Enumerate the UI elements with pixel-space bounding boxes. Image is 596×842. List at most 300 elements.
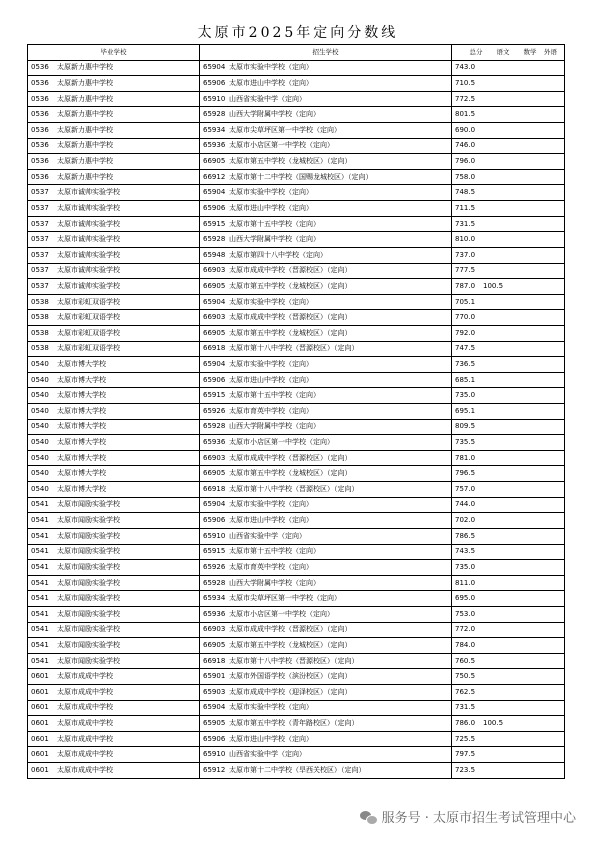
enrollment-school-cell	[200, 638, 452, 654]
table-row	[28, 404, 565, 420]
enrollment-code: 65936	[203, 438, 226, 447]
score-cell	[452, 357, 565, 373]
graduation-name: 太原新力惠中学校	[57, 63, 113, 72]
graduation-code: 0601	[31, 734, 49, 743]
table-row	[28, 123, 565, 139]
graduation-code: 0541	[31, 640, 49, 649]
score-cell	[452, 653, 565, 669]
enrollment-code: 66918	[203, 656, 226, 665]
enrollment-name: 太原市外国语学校（滨汾校区）（定向）	[229, 672, 352, 681]
graduation-code: 0536	[31, 79, 49, 88]
enrollment-name: 山西省实验中学（定向）	[229, 94, 306, 103]
enrollment-school-cell	[200, 404, 452, 420]
graduation-school-cell	[28, 731, 200, 747]
graduation-school-cell	[28, 435, 200, 451]
table-row	[28, 466, 565, 482]
enrollment-code: 65910	[203, 750, 226, 759]
score-cell	[452, 544, 565, 560]
total-score: 770.0	[455, 313, 476, 322]
graduation-code: 0541	[31, 531, 49, 540]
enrollment-school-cell	[200, 560, 452, 576]
wechat-icon	[360, 810, 378, 824]
score-cell	[452, 388, 565, 404]
graduation-name: 太原市闻励实验学校	[57, 640, 120, 649]
table-row	[28, 513, 565, 529]
enrollment-code: 65926	[203, 562, 226, 571]
enrollment-school-cell	[200, 482, 452, 498]
enrollment-name: 太原市实验中学校（定向）	[229, 188, 313, 197]
table-row	[28, 388, 565, 404]
graduation-code: 0540	[31, 359, 49, 368]
enrollment-school-cell	[200, 310, 452, 326]
total-score: 801.5	[455, 110, 476, 119]
graduation-school-cell	[28, 763, 200, 779]
score-cell	[452, 450, 565, 466]
enrollment-code: 65904	[203, 500, 226, 509]
graduation-name: 太原新力惠中学校	[57, 125, 113, 134]
enrollment-name: 太原市第十八中学校（晋源校区）（定向）	[229, 484, 359, 493]
graduation-name: 太原市闻励实验学校	[57, 578, 120, 587]
table-row	[28, 310, 565, 326]
table-row	[28, 263, 565, 279]
graduation-school-cell	[28, 123, 200, 139]
table-row	[28, 435, 565, 451]
enrollment-name: 山西大学附属中学校（定向）	[229, 422, 320, 431]
graduation-name: 太原新力惠中学校	[57, 172, 113, 181]
table-row	[28, 247, 565, 263]
score-cell	[452, 325, 565, 341]
enrollment-school-cell	[200, 731, 452, 747]
total-score: 685.1	[455, 375, 476, 384]
table-row	[28, 653, 565, 669]
graduation-code: 0601	[31, 672, 49, 681]
enrollment-code: 66903	[203, 453, 226, 462]
score-cell	[452, 763, 565, 779]
enrollment-school-cell	[200, 325, 452, 341]
graduation-name: 太原市博大学校	[57, 391, 106, 400]
graduation-name: 太原市博大学校	[57, 375, 106, 384]
enrollment-name: 山西省实验中学（定向）	[229, 531, 306, 540]
score-cell	[452, 435, 565, 451]
score-cell	[452, 279, 565, 295]
table-row	[28, 669, 565, 685]
graduation-name: 太原市诚帅实验学校	[57, 250, 120, 259]
graduation-code: 0536	[31, 94, 49, 103]
graduation-code: 0537	[31, 235, 49, 244]
graduation-school-cell	[28, 653, 200, 669]
enrollment-code: 66918	[203, 484, 226, 493]
total-score: 723.5	[455, 765, 476, 774]
enrollment-code: 65915	[203, 547, 226, 556]
header-chinese: 语文	[496, 47, 510, 56]
graduation-code: 0601	[31, 765, 49, 774]
graduation-code: 0536	[31, 141, 49, 150]
enrollment-code: 65928	[203, 110, 226, 119]
enrollment-code: 65904	[203, 359, 226, 368]
graduation-name: 太原市彩虹双语学校	[57, 313, 120, 322]
enrollment-code: 66903	[203, 625, 226, 634]
enrollment-name: 太原市第十八中学校（晋源校区）（定向）	[229, 656, 359, 665]
total-score: 792.0	[455, 328, 476, 337]
enrollment-code: 65928	[203, 578, 226, 587]
graduation-school-cell	[28, 404, 200, 420]
graduation-code: 0540	[31, 453, 49, 462]
graduation-school-cell	[28, 263, 200, 279]
score-cell	[452, 716, 565, 732]
graduation-school-cell	[28, 169, 200, 185]
enrollment-name: 太原市第五中学校（龙城校区）（定向）	[229, 281, 352, 290]
enrollment-school-cell	[200, 497, 452, 513]
enrollment-school-cell	[200, 60, 452, 76]
score-cell	[452, 185, 565, 201]
enrollment-school-cell	[200, 76, 452, 92]
enrollment-code: 65906	[203, 516, 226, 525]
graduation-name: 太原市闻励实验学校	[57, 594, 120, 603]
total-score: 710.5	[455, 79, 476, 88]
enrollment-name: 太原市第五中学校（青年路校区）（定向）	[229, 719, 359, 727]
enrollment-name: 山西省实验中学（定向）	[229, 750, 306, 759]
graduation-school-cell	[28, 606, 200, 622]
graduation-school-cell	[28, 357, 200, 373]
total-score: 784.0	[455, 640, 476, 649]
enrollment-code: 66903	[203, 266, 226, 275]
enrollment-name: 太原市育英中学校（定向）	[229, 562, 313, 571]
enrollment-name: 太原市进山中学校（定向）	[229, 734, 313, 743]
enrollment-name: 太原市实验中学校（定向）	[229, 500, 313, 509]
table-row	[28, 544, 565, 560]
watermark	[360, 807, 576, 826]
enrollment-name: 太原市第十五中学校（定向）	[229, 547, 320, 556]
enrollment-code: 65934	[203, 594, 226, 603]
enrollment-name: 太原市尖草坪区第一中学校（定向）	[229, 594, 341, 603]
enrollment-school-cell	[200, 247, 452, 263]
header-scores	[452, 45, 565, 61]
table-body	[28, 60, 565, 778]
score-cell	[452, 747, 565, 763]
total-score: 787.0	[455, 281, 476, 290]
total-score: 777.5	[455, 266, 476, 275]
enrollment-school-cell	[200, 513, 452, 529]
enrollment-code: 66918	[203, 344, 226, 353]
total-score: 737.0	[455, 250, 476, 259]
enrollment-code: 65915	[203, 391, 226, 400]
graduation-code: 0537	[31, 281, 49, 290]
total-score: 772.5	[455, 94, 476, 103]
graduation-code: 0540	[31, 469, 49, 478]
table-row	[28, 76, 565, 92]
table-row	[28, 216, 565, 232]
enrollment-code: 65905	[203, 719, 226, 727]
enrollment-school-cell	[200, 388, 452, 404]
enrollment-school-cell	[200, 123, 452, 139]
enrollment-code: 65910	[203, 94, 226, 103]
enrollment-code: 65926	[203, 406, 226, 415]
total-score: 760.5	[455, 656, 476, 665]
graduation-code: 0540	[31, 391, 49, 400]
graduation-code: 0601	[31, 687, 49, 696]
enrollment-code: 65948	[203, 250, 226, 259]
enrollment-name: 太原市第四十八中学校（定向）	[229, 250, 327, 259]
graduation-name: 太原新力惠中学校	[57, 110, 113, 119]
enrollment-code: 65934	[203, 125, 226, 134]
score-cell	[452, 76, 565, 92]
table-row	[28, 591, 565, 607]
table-row	[28, 606, 565, 622]
enrollment-code: 65928	[203, 422, 226, 431]
graduation-school-cell	[28, 497, 200, 513]
score-cell	[452, 232, 565, 248]
graduation-code: 0541	[31, 656, 49, 665]
enrollment-name: 太原市成成中学校（晋源校区）（定向）	[229, 313, 352, 322]
enrollment-name: 太原市小店区第一中学校（定向）	[229, 438, 334, 447]
table-row	[28, 684, 565, 700]
score-cell	[452, 684, 565, 700]
total-score: 695.1	[455, 406, 476, 415]
graduation-name: 太原新力惠中学校	[57, 157, 113, 166]
graduation-code: 0538	[31, 297, 49, 306]
enrollment-name: 太原市成成中学校（晋源校区）（定向）	[229, 625, 352, 634]
enrollment-name: 太原市尖草坪区第一中学校（定向）	[229, 125, 341, 134]
score-cell	[452, 107, 565, 123]
enrollment-code: 65936	[203, 609, 226, 618]
graduation-code: 0601	[31, 719, 49, 727]
enrollment-code: 65928	[203, 235, 226, 244]
table-row	[28, 575, 565, 591]
graduation-code: 0536	[31, 110, 49, 119]
graduation-school-cell	[28, 419, 200, 435]
graduation-school-cell	[28, 684, 200, 700]
table-row	[28, 60, 565, 76]
graduation-school-cell	[28, 560, 200, 576]
graduation-school-cell	[28, 310, 200, 326]
total-score: 690.0	[455, 125, 476, 134]
table-row	[28, 91, 565, 107]
total-score: 796.0	[455, 157, 476, 166]
total-score: 725.5	[455, 734, 476, 743]
total-score: 758.0	[455, 172, 476, 181]
total-score: 744.0	[455, 500, 476, 509]
graduation-code: 0538	[31, 313, 49, 322]
graduation-code: 0541	[31, 625, 49, 634]
graduation-school-cell	[28, 294, 200, 310]
score-cell	[452, 201, 565, 217]
graduation-code: 0537	[31, 188, 49, 197]
enrollment-code: 66905	[203, 157, 226, 166]
graduation-code: 0601	[31, 703, 49, 712]
watermark-text: 服务号 · 太原市招生考试管理中心	[381, 811, 576, 826]
table-row	[28, 201, 565, 217]
total-score: 735.5	[455, 438, 476, 447]
enrollment-code: 65936	[203, 141, 226, 150]
score-cell	[452, 638, 565, 654]
enrollment-school-cell	[200, 357, 452, 373]
graduation-name: 太原新力惠中学校	[57, 94, 113, 103]
graduation-code: 0541	[31, 594, 49, 603]
graduation-school-cell	[28, 622, 200, 638]
graduation-school-cell	[28, 325, 200, 341]
enrollment-school-cell	[200, 107, 452, 123]
graduation-school-cell	[28, 528, 200, 544]
score-table	[27, 44, 565, 779]
table-row	[28, 325, 565, 341]
graduation-name: 太原市闻励实验学校	[57, 625, 120, 634]
graduation-name: 太原市博大学校	[57, 484, 106, 493]
header-enrollment-school: 招生学校	[200, 45, 452, 61]
score-cell	[452, 466, 565, 482]
total-score: 809.5	[455, 422, 476, 431]
score-cell	[452, 216, 565, 232]
score-cell	[452, 91, 565, 107]
graduation-code: 0601	[31, 750, 49, 759]
table-row	[28, 169, 565, 185]
header-math: 数学	[523, 47, 537, 56]
enrollment-code: 66905	[203, 328, 226, 337]
graduation-code: 0537	[31, 266, 49, 275]
graduation-name: 太原市成成中学校	[57, 750, 113, 759]
graduation-code: 0541	[31, 500, 49, 509]
enrollment-name: 太原市实验中学校（定向）	[229, 63, 313, 72]
graduation-name: 太原市闻励实验学校	[57, 547, 120, 556]
total-score: 757.0	[455, 484, 476, 493]
score-cell	[452, 528, 565, 544]
table-row	[28, 138, 565, 154]
score-cell	[452, 123, 565, 139]
enrollment-school-cell	[200, 185, 452, 201]
score-cell	[452, 263, 565, 279]
table-row	[28, 747, 565, 763]
enrollment-code: 65910	[203, 531, 226, 540]
graduation-school-cell	[28, 247, 200, 263]
score-cell	[452, 606, 565, 622]
total-score: 811.0	[455, 578, 476, 587]
graduation-school-cell	[28, 91, 200, 107]
total-score: 705.1	[455, 297, 476, 306]
page-title: 太原市2025年定向分数线	[197, 25, 399, 41]
graduation-school-cell	[28, 388, 200, 404]
enrollment-school-cell	[200, 216, 452, 232]
graduation-school-cell	[28, 591, 200, 607]
score-cell	[452, 294, 565, 310]
graduation-name: 太原市成成中学校	[57, 687, 113, 696]
score-cell	[452, 622, 565, 638]
table-row	[28, 107, 565, 123]
graduation-school-cell	[28, 575, 200, 591]
table-row	[28, 638, 565, 654]
table-row	[28, 341, 565, 357]
score-cell	[452, 700, 565, 716]
total-score: 711.5	[455, 203, 476, 212]
enrollment-name: 太原市实验中学校（定向）	[229, 297, 313, 306]
graduation-name: 太原新力惠中学校	[57, 79, 113, 88]
graduation-school-cell	[28, 466, 200, 482]
table-row	[28, 560, 565, 576]
graduation-school-cell	[28, 107, 200, 123]
enrollment-code: 65901	[203, 672, 226, 681]
enrollment-name: 太原市实验中学校（定向）	[229, 703, 313, 712]
enrollment-school-cell	[200, 606, 452, 622]
enrollment-school-cell	[200, 154, 452, 170]
enrollment-school-cell	[200, 700, 452, 716]
enrollment-school-cell	[200, 201, 452, 217]
enrollment-code: 65906	[203, 734, 226, 743]
enrollment-school-cell	[200, 450, 452, 466]
graduation-school-cell	[28, 76, 200, 92]
enrollment-code: 65906	[203, 79, 226, 88]
graduation-code: 0537	[31, 203, 49, 212]
graduation-name: 太原市闻励实验学校	[57, 562, 120, 571]
header-graduation-school: 毕业学校	[28, 45, 200, 61]
enrollment-code: 65906	[203, 375, 226, 384]
enrollment-school-cell	[200, 622, 452, 638]
graduation-name: 太原市彩虹双语学校	[57, 328, 120, 337]
total-score: 731.5	[455, 219, 476, 228]
chinese-score: 100.5	[483, 281, 504, 290]
graduation-school-cell	[28, 450, 200, 466]
total-score: 810.0	[455, 235, 476, 244]
score-cell	[452, 372, 565, 388]
enrollment-name: 太原市进山中学校（定向）	[229, 79, 313, 88]
enrollment-name: 太原市进山中学校（定向）	[229, 203, 313, 212]
graduation-school-cell	[28, 638, 200, 654]
table-row	[28, 497, 565, 513]
enrollment-name: 太原市小店区第一中学校（定向）	[229, 141, 334, 150]
total-score: 781.0	[455, 453, 476, 462]
score-cell	[452, 591, 565, 607]
graduation-name: 太原市闻励实验学校	[57, 500, 120, 509]
enrollment-code: 65903	[203, 687, 226, 696]
graduation-name: 太原市诚帅实验学校	[57, 188, 120, 197]
enrollment-school-cell	[200, 232, 452, 248]
enrollment-school-cell	[200, 372, 452, 388]
graduation-school-cell	[28, 341, 200, 357]
graduation-name: 太原市博大学校	[57, 469, 106, 478]
enrollment-name: 太原市实验中学校（定向）	[229, 359, 313, 368]
enrollment-name: 太原市小店区第一中学校（定向）	[229, 609, 334, 618]
enrollment-school-cell	[200, 279, 452, 295]
table-row	[28, 763, 565, 779]
graduation-code: 0541	[31, 609, 49, 618]
score-cell	[452, 247, 565, 263]
score-cell	[452, 731, 565, 747]
total-score: 735.0	[455, 391, 476, 400]
graduation-name: 太原市成成中学校	[57, 719, 113, 727]
graduation-code: 0538	[31, 344, 49, 353]
score-cell	[452, 154, 565, 170]
enrollment-school-cell	[200, 747, 452, 763]
graduation-name: 太原市成成中学校	[57, 672, 113, 681]
total-score: 786.5	[455, 531, 476, 540]
total-score: 736.5	[455, 359, 476, 368]
graduation-name: 太原市诚帅实验学校	[57, 266, 120, 275]
total-score: 750.5	[455, 672, 476, 681]
graduation-code: 0536	[31, 157, 49, 166]
graduation-code: 0536	[31, 125, 49, 134]
graduation-school-cell	[28, 544, 200, 560]
graduation-school-cell	[28, 138, 200, 154]
table-header-row	[28, 45, 565, 61]
enrollment-name: 太原市第十二中学校（国赐龙城校区）（定向）	[229, 172, 373, 181]
graduation-code: 0540	[31, 406, 49, 415]
table-row	[28, 279, 565, 295]
table-row	[28, 357, 565, 373]
table-row	[28, 716, 565, 732]
enrollment-school-cell	[200, 294, 452, 310]
enrollment-code: 65912	[203, 765, 226, 774]
table-row	[28, 450, 565, 466]
table-row	[28, 528, 565, 544]
enrollment-school-cell	[200, 653, 452, 669]
enrollment-school-cell	[200, 669, 452, 685]
